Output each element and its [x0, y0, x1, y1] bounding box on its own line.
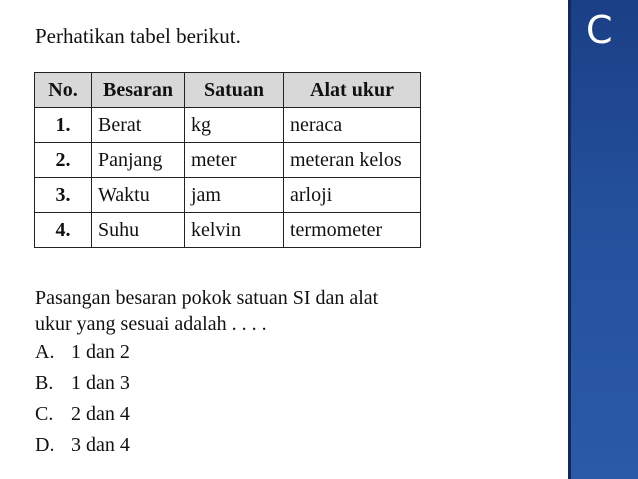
cell-satuan: jam [185, 178, 284, 213]
table-row [35, 108, 421, 143]
cell-alat-ukur: meteran kelos [284, 143, 421, 178]
cell-besaran: Panjang [92, 143, 185, 178]
option-key: D. [35, 434, 55, 456]
cell-satuan: kg [185, 108, 284, 143]
option-b[interactable] [35, 372, 130, 395]
question-text [35, 285, 435, 337]
cell-no: 2. [35, 143, 92, 178]
option-key: C. [35, 403, 54, 425]
table-header-row [35, 73, 421, 108]
header-no: No. [35, 73, 92, 108]
header-satuan: Satuan [185, 73, 284, 108]
cell-besaran: Waktu [92, 178, 185, 213]
option-text: 1 dan 3 [71, 372, 130, 394]
table-row [35, 178, 421, 213]
cell-no: 1. [35, 108, 92, 143]
instruction-title: Perhatikan tabel berikut. [35, 24, 241, 48]
option-c[interactable] [35, 403, 130, 426]
option-d[interactable] [35, 434, 130, 457]
option-key: A. [35, 341, 55, 363]
cell-alat-ukur: neraca [284, 108, 421, 143]
cell-besaran: Berat [92, 108, 185, 143]
cell-alat-ukur: arloji [284, 178, 421, 213]
cell-no: 3. [35, 178, 92, 213]
option-a[interactable] [35, 341, 130, 364]
side-panel [568, 0, 638, 479]
table-row [35, 143, 421, 178]
option-key: B. [35, 372, 54, 394]
question-line-2: ukur yang sesuai adalah . . . . [35, 313, 267, 335]
cell-alat-ukur: termometer [284, 213, 421, 248]
question-line-1: Pasangan besaran pokok satuan SI dan alat [35, 287, 379, 309]
option-text: 3 dan 4 [71, 434, 130, 456]
cell-satuan: meter [185, 143, 284, 178]
table-row [35, 213, 421, 248]
cell-satuan: kelvin [185, 213, 284, 248]
header-besaran: Besaran [92, 73, 185, 108]
header-alat-ukur: Alat ukur [284, 73, 421, 108]
option-text: 1 dan 2 [71, 341, 130, 363]
cell-no: 4. [35, 213, 92, 248]
data-table [34, 72, 421, 248]
slide-letter: C [586, 8, 613, 52]
option-text: 2 dan 4 [71, 403, 130, 425]
cell-besaran: Suhu [92, 213, 185, 248]
